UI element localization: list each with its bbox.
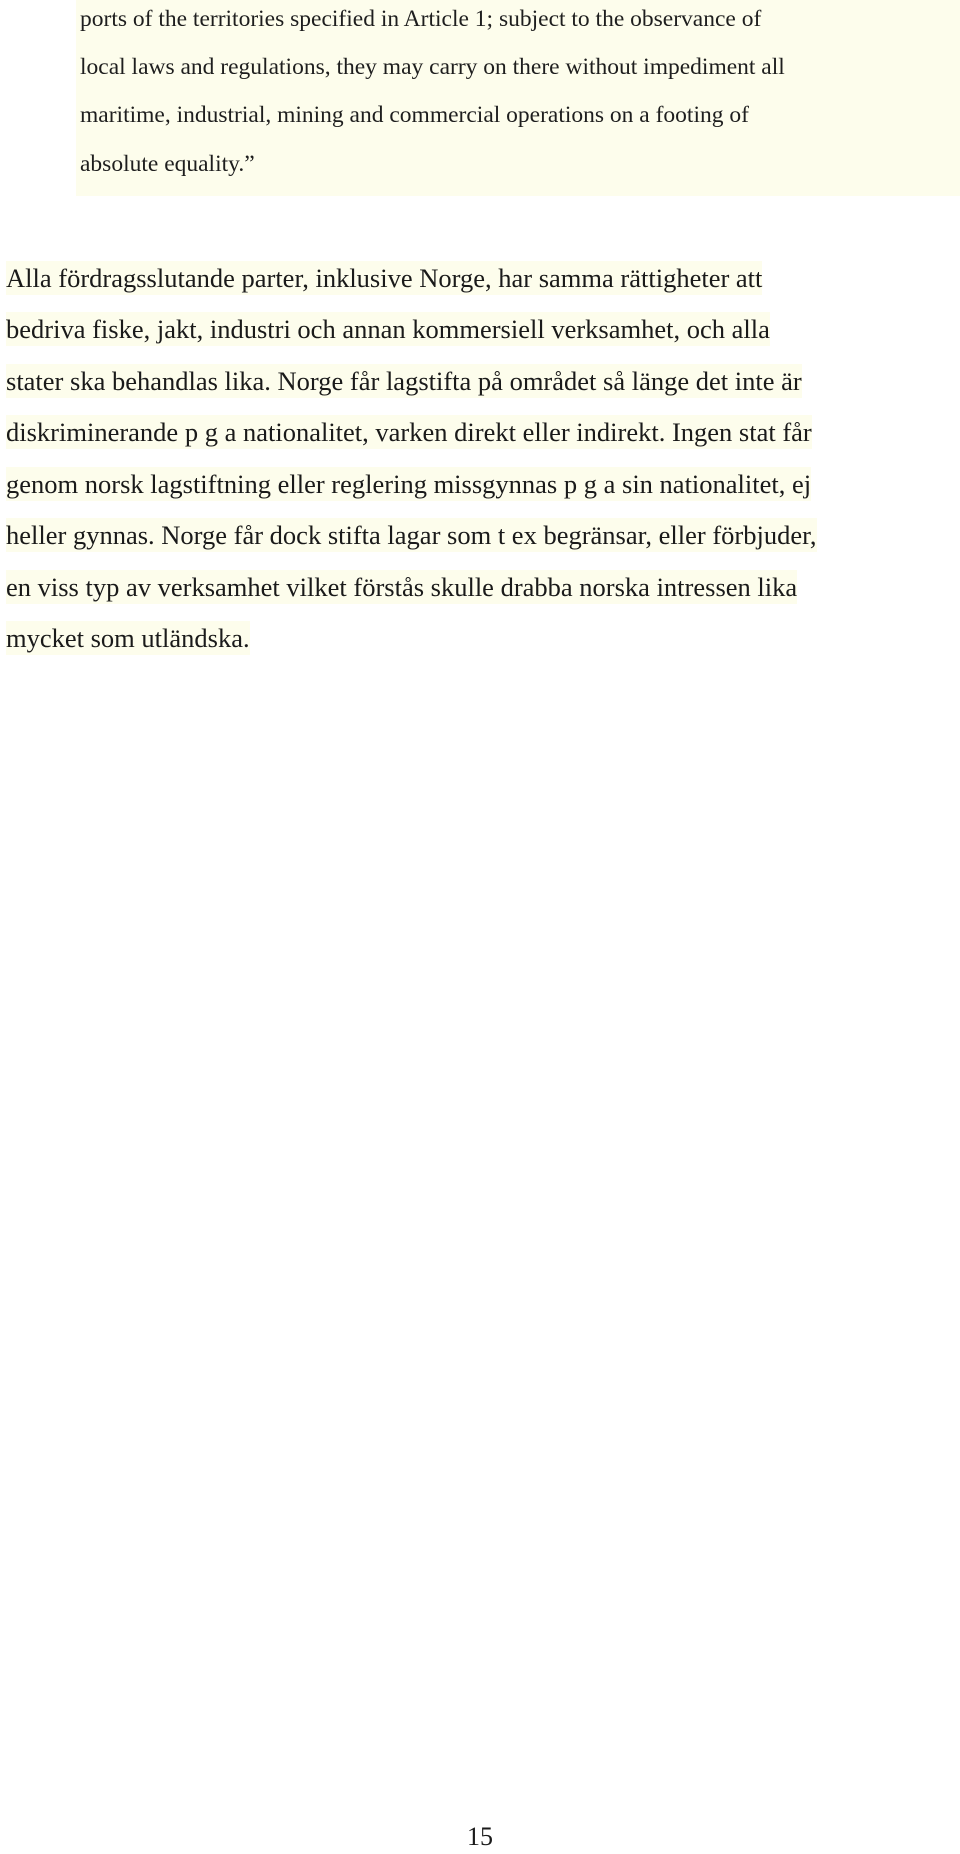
paragraph-line-text: heller gynnas. Norge får dock stifta lagar som t ex begränsar, eller förbjuder,	[6, 520, 817, 550]
paragraph-line	[6, 252, 762, 304]
paragraph-line-text: stater ska behandlas lika. Norge får lagstifta på området så länge det inte är	[6, 366, 802, 396]
paragraph-line-text: diskriminerande p g a nationalitet, varken direkt eller indirekt. Ingen stat får	[6, 417, 812, 447]
paragraph-line-text: Alla fördragsslutande parter, inklusive Norge, har samma rättigheter att	[6, 263, 763, 293]
quote-line: maritime, industrial, mining and commercial operations on a footing of	[80, 102, 749, 128]
paragraph-line	[6, 561, 797, 613]
paragraph-line-text: bedriva fiske, jakt, industri och annan kommersiell verksamhet, och alla	[6, 314, 770, 344]
paragraph-line	[6, 612, 250, 664]
paragraph-line-text: genom norsk lagstiftning eller reglering missgynnas p g a sin nationalitet, ej	[6, 469, 812, 499]
paragraph-line	[6, 355, 802, 407]
paragraph-line	[6, 509, 817, 561]
paragraph-line-text: en viss typ av verksamhet vilket förstås skulle drabba norska intressen lika	[6, 572, 798, 602]
page-number: 15	[467, 1822, 493, 1851]
paragraph-line	[6, 303, 770, 355]
quote-line: local laws and regulations, they may carry on there without impediment all	[80, 54, 785, 80]
paragraph-line	[6, 406, 812, 458]
quote-line: absolute equality.”	[80, 151, 255, 177]
paragraph-line-text: mycket som utländska.	[6, 623, 250, 653]
quote-line: ports of the territories specified in Article 1; subject to the observance of	[80, 6, 762, 32]
paragraph-line	[6, 458, 811, 510]
